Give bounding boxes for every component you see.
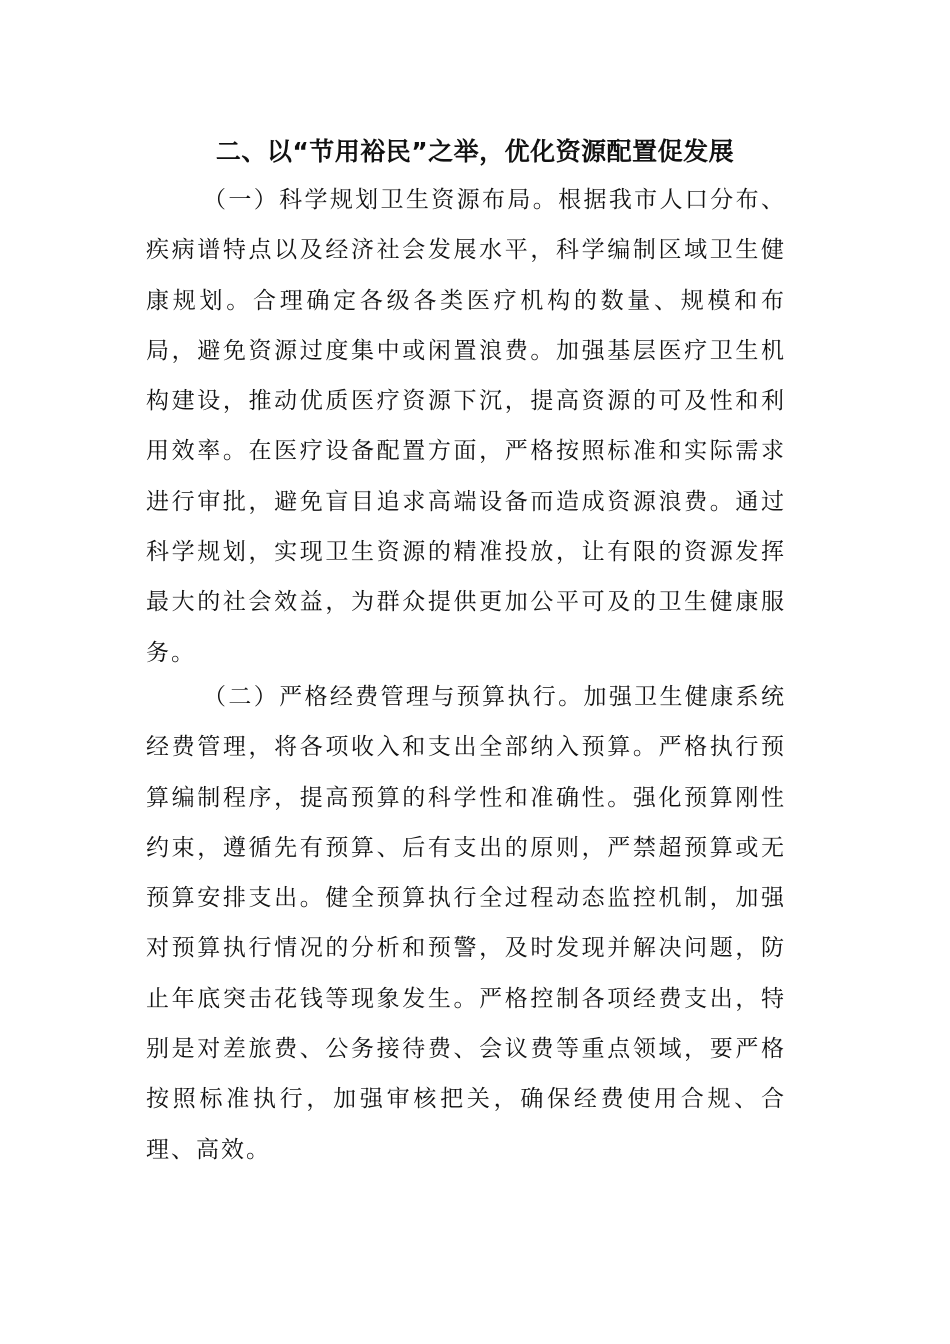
paragraph-budget-management: （二）严格经费管理与预算执行。加强卫生健康系统经费管理，将各项收入和支出全部纳入预算。严格执行预算编制程序，提高预算的科学性和准确性。强化预算刚性约束，遵循先有预算、后有支出的原则，严禁超预算或无预算安排支出。健全预算执行全过程动态监控机制，加强对预算执行情况的分析和预警，及时发现并解决问题，防止年底突击花钱等现象发生。严格控制各项经费支出，特别是对差旅费、公务接待费、会议费等重点领域，要严格按照标准执行，加强审核把关，确保经费使用合规、合理、高效。 [146, 684, 786, 1163]
paragraph-resource-planning: （一）科学规划卫生资源布局。根据我市人口分布、疾病谱特点以及经济社会发展水平，科学编制区域卫生健康规划。合理确定各级各类医疗机构的数量、规模和布局，避免资源过度集中或闲置浪费。加强基层医疗卫生机构建设，推动优质医疗资源下沉，提高资源的可及性和利用效率。在医疗设备配置方面，严格按照标准和实际需求进行审批，避免盲目追求高端设备而造成资源浪费。通过科学规划，实现卫生资源的精准投放，让有限的资源发挥最大的社会效益，为群众提供更加公平可及的卫生健康服务。 [146, 187, 786, 666]
section-heading: 二、以“节用裕民”之举，优化资源配置促发展 [215, 137, 735, 166]
